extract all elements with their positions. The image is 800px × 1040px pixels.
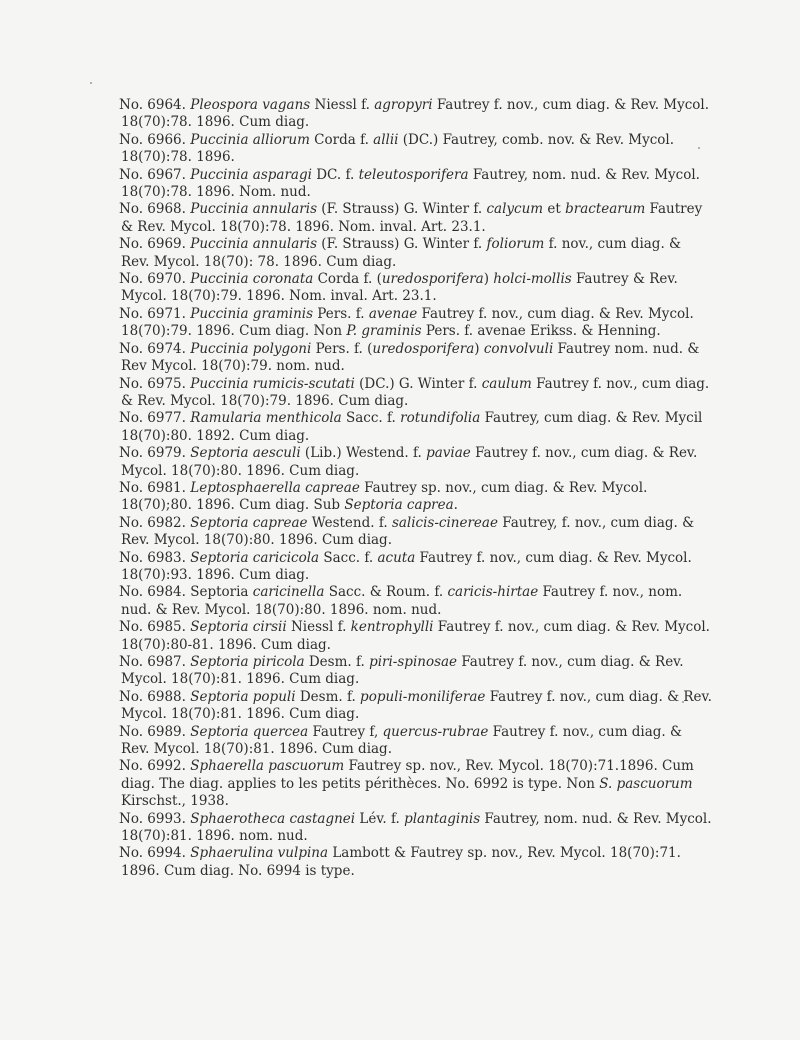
entry-line	[119, 410, 719, 427]
entry-text: )	[483, 271, 494, 288]
specimen-entry	[119, 271, 719, 306]
entry-text: f. nov., cum diag. &	[544, 236, 682, 253]
taxon-name: quercus-rubrae	[382, 723, 489, 740]
taxon-name: Puccinia polygoni	[190, 340, 312, 357]
taxon-name: Puccinia asparagi	[190, 166, 312, 183]
taxon-name: foliorum	[486, 236, 545, 253]
entry-text: Rev. Mycol. 18(70):81. 1896. Cum diag.	[121, 741, 392, 758]
entry-text: )	[474, 340, 484, 357]
entry-line	[119, 497, 719, 514]
entry-text: 18(70):78. 1896.	[121, 149, 235, 166]
taxon-name: Puccinia graminis	[190, 305, 314, 322]
entry-text: Desm. f.	[304, 654, 370, 670]
taxon-name: Ramularia menthicola	[190, 410, 342, 427]
taxon-name: holci-mollis	[493, 271, 572, 288]
entry-text: Fautrey f. nov., cum diag. & Rev.	[457, 654, 684, 670]
taxon-name: S. pascuorum	[599, 775, 693, 792]
specimen-entry	[119, 376, 719, 411]
entry-text: No. 6992.	[119, 758, 191, 775]
entry-text: 18(70):80. 1892. Cum diag.	[121, 427, 310, 444]
entry-text: No. 6983.	[119, 549, 191, 566]
entry-text: Fautrey f. nov., nom.	[538, 584, 683, 601]
entry-line	[119, 550, 719, 567]
entry-line	[119, 167, 719, 184]
taxon-name: caricinella	[252, 584, 325, 601]
specimen-entry	[119, 480, 719, 515]
entry-text: Fautrey sp. nov., cum diag. & Rev. Mycol.	[359, 479, 648, 496]
entry-text: 18(70):93. 1896. Cum diag.	[121, 566, 310, 583]
entry-line	[119, 376, 719, 393]
entry-line	[119, 149, 719, 166]
entry-text: No. 6985.	[119, 619, 191, 636]
taxon-name: Pleospora vagans	[190, 97, 311, 113]
entry-line	[119, 341, 719, 358]
entry-line	[119, 445, 719, 462]
entry-text: Fautrey f. nov., cum diag. & Rev. Mycol.	[417, 305, 694, 322]
entry-text: No. 6979.	[119, 445, 191, 462]
entry-line	[119, 114, 719, 131]
entry-text: Fautrey f. nov., cum diag. & Rev.	[485, 688, 712, 705]
entry-text: No. 6977.	[119, 410, 191, 427]
entry-text: Fautrey, cum diag. & Rev. Mycil	[480, 410, 703, 427]
entry-text: & Rev. Mycol. 18(70):78. 1896. Nom. inval. Art. 23.1.	[121, 218, 486, 235]
taxon-name: caricis-hirtae	[447, 584, 539, 601]
entry-text: No. 6964.	[119, 97, 191, 113]
entry-text: No. 6968.	[119, 201, 191, 218]
entry-line	[119, 254, 719, 271]
taxon-name: Septoria quercea	[190, 723, 309, 740]
entry-text: Sacc. & Roum. f.	[324, 584, 448, 601]
taxon-name: Puccinia alliorum	[190, 131, 310, 148]
taxon-name: paviae	[426, 445, 471, 462]
entry-text: .	[453, 497, 458, 514]
taxon-name: convolvuli	[483, 340, 554, 357]
specimen-entry	[119, 306, 719, 341]
entry-text: No. 6967.	[119, 166, 191, 183]
entry-line	[119, 671, 719, 688]
entry-text: Sacc. f.	[341, 410, 401, 427]
entry-text: Sacc. f.	[319, 549, 378, 566]
taxon-name: bractearum	[565, 201, 646, 218]
entry-text: Fautrey f. nov., cum diag. & Rev. Mycol.	[432, 97, 710, 113]
entry-line	[119, 567, 719, 584]
entry-text: Corda f.	[309, 131, 374, 148]
entry-text: (F. Strauss) G. Winter f.	[317, 201, 487, 218]
entry-text: No. 6989.	[119, 723, 191, 740]
entry-text: Fautrey f. nov., cum diag. &	[488, 723, 683, 740]
taxon-name: avenae	[368, 305, 418, 322]
taxon-name: piri-spinosae	[369, 654, 458, 670]
entry-text: Fautrey	[645, 201, 703, 218]
specimen-entry	[119, 410, 719, 445]
entry-line	[119, 793, 719, 810]
entry-line	[119, 689, 719, 706]
entry-text: Pers. f.	[313, 305, 369, 322]
entry-line	[119, 863, 719, 880]
entry-line	[119, 584, 719, 601]
entry-text: 18(70):81. 1896. nom. nud.	[121, 828, 308, 845]
entry-text: No. 6987.	[119, 654, 191, 670]
entry-text: No. 6970.	[119, 271, 191, 288]
entry-text: & Rev. Mycol. 18(70):79. 1896. Cum diag.	[121, 392, 409, 409]
taxon-name: Septoria populi	[190, 688, 296, 705]
specimen-entry	[119, 201, 719, 236]
entry-text: Pers. f. (	[311, 340, 373, 357]
entry-text: Niessl f.	[310, 97, 375, 113]
taxon-name: Sphaerella pascuorum	[190, 758, 345, 775]
entry-line	[119, 271, 719, 288]
entry-line	[119, 306, 719, 323]
specimen-entry	[119, 811, 719, 846]
entry-text: Fautrey & Rev.	[571, 271, 678, 288]
entry-line	[119, 532, 719, 549]
entry-text: Fautrey f,	[308, 723, 383, 740]
taxon-name: Septoria capreae	[190, 514, 308, 531]
entry-text: Kirschst., 1938.	[121, 793, 229, 810]
entry-text: 18(70):79. 1896. Cum diag. Non	[121, 323, 347, 340]
entry-text: et	[543, 201, 566, 218]
specimen-entry	[119, 724, 719, 759]
taxon-name: Puccinia annularis	[190, 201, 318, 218]
specimen-entry	[119, 654, 719, 689]
entry-line	[119, 288, 719, 305]
entry-text: nud. & Rev. Mycol. 18(70):80. 1896. nom. nud.	[121, 601, 442, 618]
taxon-name: Puccinia rumicis-scutati	[190, 375, 355, 392]
entry-text: Rev. Mycol. 18(70):80. 1896. Cum diag.	[121, 532, 392, 549]
entry-line	[119, 515, 719, 532]
entry-text: No. 6966.	[119, 131, 191, 148]
entry-text: Rev Mycol. 18(70):79. nom. nud.	[121, 358, 345, 375]
entry-text: Corda f. (	[313, 271, 382, 288]
entry-text: Fautrey f. nov., cum diag. & Rev. Mycol.	[415, 549, 692, 566]
entry-text: Fautrey sp. nov., Rev. Mycol. 18(70):71.1896. Cum	[344, 758, 694, 775]
specimen-entry	[119, 550, 719, 585]
entry-text: No. 6993.	[119, 810, 191, 827]
entry-text: Fautrey f. nov., cum diag. & Rev. Mycol.	[433, 619, 710, 636]
taxon-name: Septoria cirsii	[190, 619, 287, 636]
taxon-name: calycum	[486, 201, 544, 218]
entry-text: Rev. Mycol. 18(70): 78. 1896. Cum diag.	[121, 253, 397, 270]
taxon-name: plantaginis	[404, 810, 481, 827]
taxon-name: rotundifolia	[400, 410, 481, 427]
entry-text: No. 6975.	[119, 375, 191, 392]
entry-text: 18(70);80. 1896. Cum diag. Sub	[121, 497, 345, 514]
entry-text: Desm. f.	[295, 688, 361, 705]
taxon-name: uredosporifera	[381, 271, 484, 288]
entry-line	[119, 776, 719, 793]
entry-text: Lambott & Fautrey sp. nov., Rev. Mycol. 18(70):71.	[328, 845, 681, 862]
taxon-name: kentrophylli	[350, 619, 434, 636]
entry-line	[119, 845, 719, 862]
entry-text: No. 6982.	[119, 514, 191, 531]
entry-text: DC. f.	[311, 166, 359, 183]
entry-text: No. 6981.	[119, 479, 191, 496]
specimen-entry	[119, 758, 719, 810]
specimen-entry	[119, 167, 719, 202]
entry-line	[119, 828, 719, 845]
taxon-name: P. graminis	[346, 323, 422, 340]
entry-text: No. 6974.	[119, 340, 191, 357]
entry-line	[119, 184, 719, 201]
entry-text: Fautrey, f. nov., cum diag. &	[497, 514, 695, 531]
entry-text: Niessl f.	[286, 619, 351, 636]
taxon-name: Sphaerotheca castagnei	[190, 810, 356, 827]
entry-text: Fautrey nom. nud. &	[553, 340, 700, 357]
entry-text: Mycol. 18(70):81. 1896. Cum diag.	[121, 671, 360, 688]
taxon-name: uredosporifera	[372, 340, 475, 357]
entry-text: (DC.) Fautrey, comb. nov. & Rev. Mycol.	[398, 131, 675, 148]
entry-text: 18(70):78. 1896. Cum diag.	[121, 114, 310, 131]
entry-text: Mycol. 18(70):81. 1896. Cum diag.	[121, 706, 360, 723]
entry-text: No. 6971.	[119, 305, 191, 322]
taxon-name: Puccinia annularis	[190, 236, 318, 253]
entry-line	[119, 132, 719, 149]
entry-line	[119, 236, 719, 253]
entry-line	[119, 724, 719, 741]
entry-line	[119, 201, 719, 218]
specimen-entry	[119, 584, 719, 619]
entry-text: 18(70):78. 1896. Nom. nud.	[121, 184, 311, 201]
specimen-entry	[119, 97, 719, 132]
entry-text: Mycol. 18(70):79. 1896. Nom. inval. Art. 23.1.	[121, 288, 437, 305]
entry-line	[119, 811, 719, 828]
entry-line	[119, 219, 719, 236]
scan-speck	[90, 82, 92, 84]
entry-line	[119, 741, 719, 758]
entry-text: (DC.) G. Winter f.	[354, 375, 482, 392]
entry-text: (Lib.) Westend. f.	[300, 445, 427, 462]
entry-text: Mycol. 18(70):80. 1896. Cum diag.	[121, 462, 360, 479]
entry-text: Lév. f.	[355, 810, 405, 827]
entry-line	[119, 480, 719, 497]
taxon-name: agropyri	[374, 97, 433, 113]
taxon-name: teleutosporifera	[358, 166, 469, 183]
specimen-entry	[119, 689, 719, 724]
entry-line	[119, 602, 719, 619]
taxon-name: allii	[373, 131, 399, 148]
entry-line	[119, 758, 719, 775]
entry-text: Pers. f. avenae Erikss. & Henning.	[421, 323, 661, 340]
specimen-entry	[119, 236, 719, 271]
specimen-list	[119, 97, 719, 880]
entry-text: Fautrey f. nov., cum diag.	[531, 375, 710, 392]
specimen-entry	[119, 515, 719, 550]
taxon-name: Septoria piricola	[190, 654, 305, 670]
taxon-name: populi-moniliferae	[360, 688, 486, 705]
entry-text: 18(70):80-81. 1896. Cum diag.	[121, 636, 331, 653]
taxon-name: salicis-cinereae	[391, 514, 498, 531]
taxon-name: Septoria caricicola	[190, 549, 320, 566]
entry-text: Westend. f.	[307, 514, 392, 531]
entry-text: No. 6988.	[119, 688, 191, 705]
taxon-name: Sphaerulina vulpina	[190, 845, 329, 862]
entry-line	[119, 97, 719, 114]
entry-line	[119, 358, 719, 375]
taxon-name: Septoria caprea	[344, 497, 454, 514]
entry-text: No. 6984. Septoria	[119, 584, 253, 601]
entry-line	[119, 637, 719, 654]
entry-line	[119, 706, 719, 723]
entry-line	[119, 619, 719, 636]
specimen-entry	[119, 845, 719, 880]
taxon-name: Puccinia coronata	[190, 271, 314, 288]
taxon-name: acuta	[377, 549, 416, 566]
entry-text: diag. The diag. applies to les petits périthèces. No. 6992 is type. Non	[121, 775, 600, 792]
entry-line	[119, 654, 719, 671]
entry-text: Fautrey f. nov., cum diag. & Rev.	[470, 445, 698, 462]
taxon-name: Septoria aesculi	[190, 445, 301, 462]
specimen-entry	[119, 619, 719, 654]
entry-line	[119, 428, 719, 445]
entry-line	[119, 393, 719, 410]
entry-text: Fautrey, nom. nud. & Rev. Mycol.	[480, 810, 712, 827]
entry-text: Fautrey, nom. nud. & Rev. Mycol.	[468, 166, 700, 183]
taxon-name: Leptosphaerella capreae	[190, 479, 360, 496]
specimen-entry	[119, 445, 719, 480]
entry-text: No. 6994.	[119, 845, 191, 862]
entry-line	[119, 323, 719, 340]
entry-text: (F. Strauss) G. Winter f.	[317, 236, 487, 253]
entry-text: 1896. Cum diag. No. 6994 is type.	[121, 862, 355, 879]
taxon-name: caulum	[481, 375, 532, 392]
specimen-entry	[119, 132, 719, 167]
entry-text: No. 6969.	[119, 236, 191, 253]
specimen-entry	[119, 341, 719, 376]
entry-line	[119, 463, 719, 480]
